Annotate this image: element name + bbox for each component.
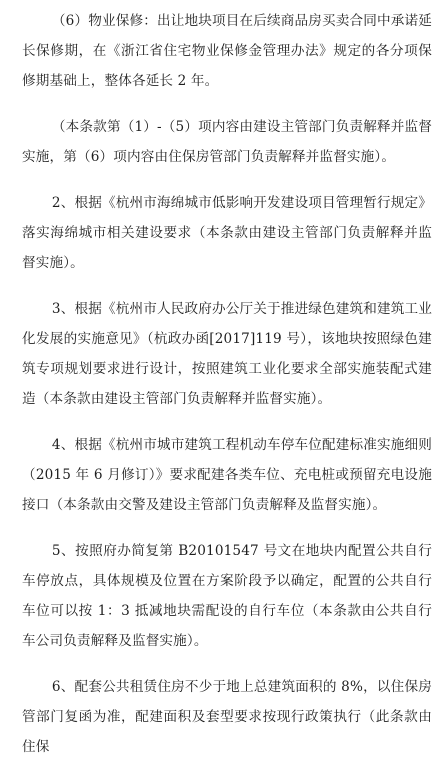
paragraph-parking: 4、根据《杭州市城市建筑工程机动车停车位配建标准实施细则（2015 年 6 月修订）》要求配建各类车位、充电桩或预留充电设施接口（本条款由交警及建设主管部门负责解释及监督实施）。 [22,437,432,513]
paragraph-interpretation-note: （本条款第（1）-（5）项内容由建设主管部门负责解释并监督实施，第（6）项内容由住保房管部门负责解释并监督实施）。 [22,119,432,165]
paragraph-public-rental-housing: 6、配套公共租赁住房不少于地上总建筑面积的 8%，以住保房管部门复函为准，配建面积及套型要求按现行政策执行（此条款由住保 [22,679,432,755]
paragraph-public-bicycle: 5、按照府办简复第 B20101547 号文在地块内配置公共自行车停放点，具体规模及位置在方案阶段予以确定，配置的公共自行车位可以按 1：3 抵减地块需配设的自行车位（本条款由公共自行车公司负责解释及监督实施）。 [22,543,432,649]
paragraph-green-building: 3、根据《杭州市人民政府办公厅关于推进绿色建筑和建筑工业化发展的实施意见》（杭政办函[2017]119 号），该地块按照绿色建筑专项规划要求进行设计，按照建筑工业化要求全部实施装配式建造（本条款由建设主管部门负责解释并监督实施）。 [22,301,432,407]
paragraph-sponge-city: 2、根据《杭州市海绵城市低影响开发建设项目管理暂行规定》落实海绵城市相关建设要求（本条款由建设主管部门负责解释并监督实施）。 [22,195,432,271]
paragraph-property-warranty: （6）物业保修：出让地块项目在后续商品房买卖合同中承诺延长保修期，在《浙江省住宅物业保修金管理办法》规定的各分项保修期基础上，整体各延长 2 年。 [22,13,432,89]
